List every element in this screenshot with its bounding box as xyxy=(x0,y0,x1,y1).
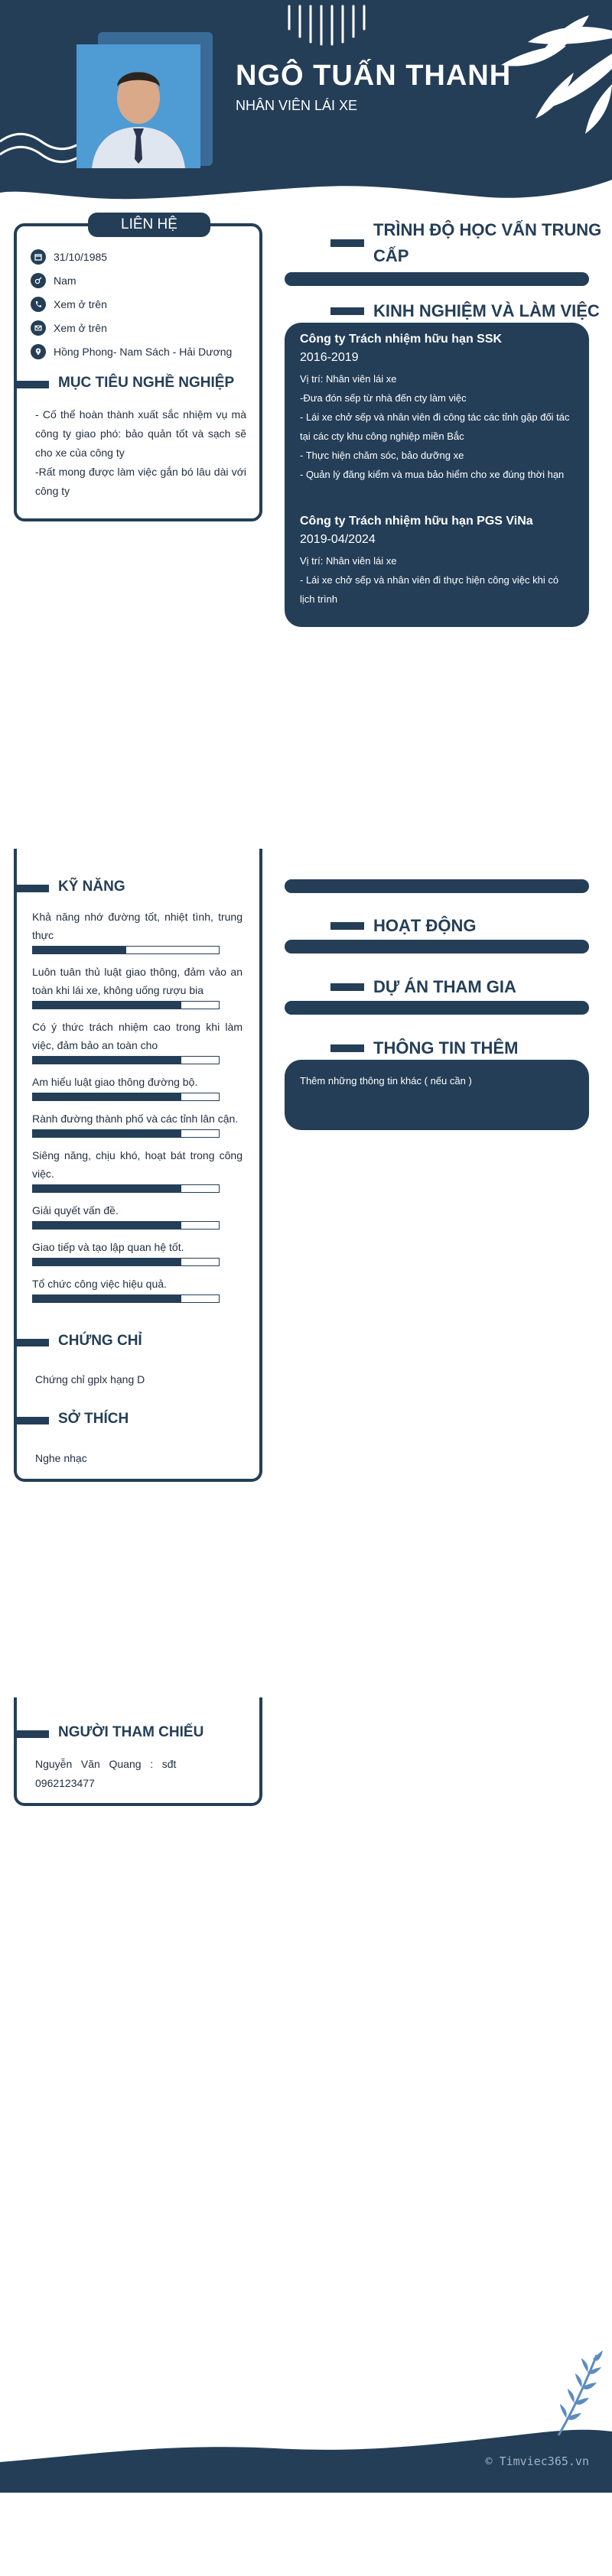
cv-header xyxy=(0,0,612,203)
skill-level-fill xyxy=(33,1185,181,1192)
job-2-company: Công ty Trách nhiệm hữu hạn PGS ViNa xyxy=(300,515,533,528)
experience-title: KINH NGHIỆM VÀ LÀM VIỆC xyxy=(373,301,600,320)
avatar-photo xyxy=(76,44,200,168)
education-title-tick xyxy=(330,239,364,247)
job-1-line: - Thực hiện chăm sóc, bảo dưỡng xe xyxy=(300,450,464,461)
projects-title-tick xyxy=(330,983,364,991)
candidate-name: NGÔ TUẤN THANH xyxy=(236,60,512,92)
skill-label: Siêng năng, chịu khó, hoạt bát trong công việc. xyxy=(32,1149,243,1180)
job-1-line: - Quản lý đăng kiểm và mua bảo hiểm cho xe đúng thời hạn xyxy=(300,469,565,480)
footer-watermark: © Timviec365.vn xyxy=(485,2454,589,2468)
references-line-1: Nguyễn Văn Quang : sđt xyxy=(35,1758,177,1770)
references-title-bar xyxy=(14,1730,49,1738)
skill-level-bar xyxy=(32,1129,220,1138)
contact-birthdate xyxy=(31,248,107,266)
skill-level-bar xyxy=(32,1001,220,1009)
skill-label: Tổ chức công việc hiệu quả. xyxy=(32,1278,167,1290)
skill-level-fill xyxy=(33,1130,181,1137)
skill-level-bar xyxy=(32,1221,220,1230)
hobbies-title: SỞ THÍCH xyxy=(58,1411,129,1427)
skill-label: Giao tiếp và tạo lập quan hệ tốt. xyxy=(32,1241,184,1253)
skill-level-fill xyxy=(33,1002,181,1009)
job-1-line: -Đưa đón sếp từ nhà đến cty làm việc xyxy=(300,392,467,404)
skill-level-bar xyxy=(32,1258,220,1266)
projects-title: DỰ ÁN THAM GIA xyxy=(373,977,516,996)
candidate-job-title: NHÂN VIÊN LÁI XE xyxy=(236,98,358,113)
contact-badge: LIÊN HỆ xyxy=(88,213,210,237)
job-1-line: Vị trí: Nhân viên lái xe xyxy=(300,373,397,385)
skill-label: Có ý thức trách nhiệm cao trong khi làm việc, đảm bảo an toàn cho xyxy=(32,1021,243,1051)
job-1-period: 2016-2019 xyxy=(300,351,359,364)
skill-label: Khả năng nhớ đường tốt, nhiệt tình, trung thực xyxy=(32,911,243,941)
skill-level-fill xyxy=(33,947,126,953)
contact-gender xyxy=(31,271,76,290)
more-info-text: Thêm những thông tin khác ( nếu cần ) xyxy=(300,1075,472,1087)
education-title xyxy=(373,217,601,269)
activities-title: HOẠT ĐỘNG xyxy=(373,916,477,935)
objective-text: - Cố thể hoàn thành xuất sắc nhiệm vụ mà công ty giao phó: bảo quản tốt và sạch sẽ cho xe của công ty -Rất mong được làm việc gắn bó lâu dài với công ty xyxy=(35,408,246,497)
job-2-period: 2019-04/2024 xyxy=(300,533,376,546)
skill-level-bar xyxy=(32,1294,220,1303)
gender-value: Nam xyxy=(54,274,76,287)
skill-level-bar xyxy=(32,1056,220,1064)
experience-title-tick xyxy=(330,307,364,315)
certificates-title: CHỨNG CHỈ xyxy=(58,1333,142,1349)
phone-icon xyxy=(31,297,46,312)
skill-level-fill xyxy=(33,1093,181,1100)
skills-title: KỸ NĂNG xyxy=(58,879,125,895)
certificates-text: Chứng chỉ gplx hạng D xyxy=(35,1373,145,1385)
experience-box xyxy=(285,323,589,627)
person-portrait xyxy=(76,44,200,168)
more-info-title: THÔNG TIN THÊM xyxy=(373,1038,519,1057)
skill-label: Rành đường thành phố và các tỉnh lân cận. xyxy=(32,1113,239,1125)
skill-level-bar xyxy=(32,1093,220,1101)
address-value: Hồng Phong- Nam Sách - Hải Dương xyxy=(54,346,233,358)
hobbies-title-bar xyxy=(14,1417,49,1424)
more-info-title-tick xyxy=(330,1044,364,1052)
education-title-line1: TRÌNH ĐỘ HỌC VẤN TRUNG xyxy=(373,220,602,239)
objective-title: MỤC TIÊU NGHỀ NGHIỆP xyxy=(58,375,235,391)
gender-icon xyxy=(31,273,46,288)
contact-phone xyxy=(31,295,107,313)
skill-level-fill xyxy=(33,1259,181,1265)
more-info-box xyxy=(285,1060,589,1130)
skill-level-fill xyxy=(33,1222,181,1229)
leaf-branch-icon xyxy=(551,2347,604,2439)
activities-bar xyxy=(285,940,589,953)
skill-level-fill xyxy=(33,1295,181,1302)
skill-label: Luôn tuân thủ luật giao thông, đảm vảo an toàn khi lái xe, không uống rượu bia xyxy=(32,966,243,996)
location-icon xyxy=(31,344,46,359)
contact-email xyxy=(31,319,107,337)
skill-level-bar xyxy=(32,946,220,954)
education-continuation-bar xyxy=(285,879,589,893)
references-line-2: 0962123477 xyxy=(35,1777,95,1789)
job-1-line: - Lái xe chở sếp và nhân viên đi công tác các tỉnh gặp đối tác tại các cty khu công nghiệp miền Bắc xyxy=(300,411,570,442)
contact-address xyxy=(31,343,232,361)
education-title-line2: CẤP xyxy=(373,246,409,265)
calendar-icon xyxy=(31,249,46,265)
skills-title-bar xyxy=(14,885,49,892)
job-1-company: Công ty Trách nhiệm hữu hạn SSK xyxy=(300,333,503,346)
activities-title-tick xyxy=(330,922,364,930)
projects-bar xyxy=(285,1001,589,1015)
email-icon xyxy=(31,320,46,336)
job-2-line: Vị trí: Nhân viên lái xe xyxy=(300,555,397,567)
skill-label: Am hiểu luật giao thông đường bộ. xyxy=(32,1076,198,1088)
objective-title-bar xyxy=(14,381,49,388)
job-2-line: - Lái xe chở sếp và nhân viên đi thực hiện công việc khi có lịch trình xyxy=(300,574,559,605)
email-value: Xem ở trên xyxy=(54,322,107,334)
hobbies-text: Nghe nhạc xyxy=(35,1452,87,1464)
skill-level-fill xyxy=(33,1057,181,1064)
references-title: NGƯỜI THAM CHIẾU xyxy=(58,1724,204,1740)
phone-value: Xem ở trên xyxy=(54,298,107,310)
education-bar xyxy=(285,272,589,286)
certificates-title-bar xyxy=(14,1339,49,1346)
skill-label: Giải quyết vấn đề. xyxy=(32,1204,119,1217)
skill-level-bar xyxy=(32,1184,220,1193)
birthdate-value: 31/10/1985 xyxy=(54,251,108,263)
